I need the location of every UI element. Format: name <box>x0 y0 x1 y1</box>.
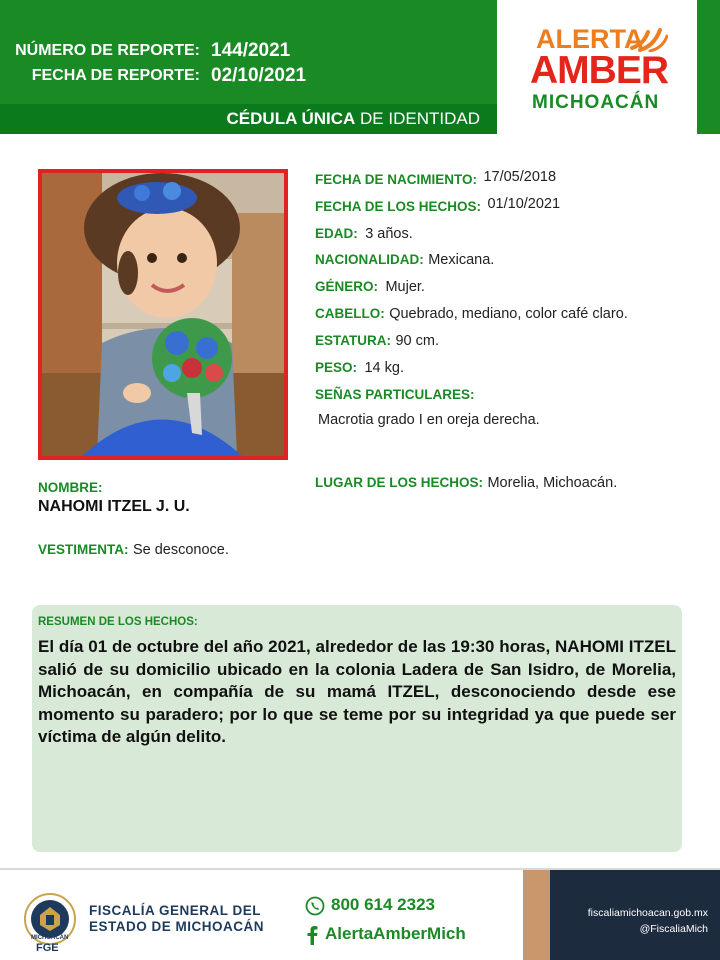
weight-field <box>315 359 404 377</box>
hair-field <box>315 305 628 323</box>
missing-child-photo <box>38 169 288 460</box>
marks-value: Macrotia grado I en oreja derecha. <box>318 412 540 428</box>
facts-date-label: FECHA DE LOS HECHOS: <box>315 199 482 214</box>
summary-label: RESUMEN DE LOS HECHOS: <box>38 616 198 628</box>
birth-date-label: FECHA DE NACIMIENTO: <box>315 172 477 187</box>
phone-icon <box>305 896 325 916</box>
logo-amber-text: AMBER <box>530 49 668 92</box>
logo-michoacan-text: MICHOACÁN <box>532 92 660 113</box>
clothing-field <box>38 541 229 559</box>
marks-label: SEÑAS PARTICULARES: <box>315 387 475 402</box>
report-date-value: 02/10/2021 <box>211 65 307 86</box>
footer-navy-block <box>550 870 720 960</box>
header-right-strip <box>697 0 720 134</box>
birth-date-field <box>315 171 556 189</box>
height-value: 90 cm. <box>395 333 439 349</box>
height-label: ESTATURA: <box>315 333 391 348</box>
seal-fge-text: FGE <box>36 942 59 954</box>
gender-field <box>315 278 425 296</box>
summary-box <box>32 605 682 852</box>
gender-value: Mujer. <box>385 279 425 295</box>
seal-small-text: MICHOACÁN <box>31 935 69 941</box>
place-value: Morelia, Michoacán. <box>487 475 618 491</box>
nationality-label: NACIONALIDAD: <box>315 252 424 267</box>
footer-tan-strip <box>523 870 550 960</box>
facebook-contact[interactable] <box>305 924 466 945</box>
weight-value: 14 kg. <box>364 360 404 376</box>
signal-waves-icon <box>628 24 668 52</box>
alerta-amber-logo <box>520 18 680 118</box>
place-field <box>315 474 617 492</box>
height-field <box>315 332 439 350</box>
summary-text: El día 01 de octubre del año 2021, alrededor de las 19:30 horas, NAHOMI ITZEL salió de su domicilio ubicado en la colonia Ladera de San Isidro, de Morelia, Michoacán, en compañía de su mamá ITZEL, desconociendo desde ese momento su paradero; por lo que se teme por su integridad ya que puede ser víctima de algún delito. <box>38 637 676 746</box>
nationality-field <box>315 251 494 269</box>
age-label: EDAD: <box>315 226 358 241</box>
report-number-label: NÚMERO DE REPORTE: <box>15 42 200 59</box>
report-number-value: 144/2021 <box>211 40 291 61</box>
facebook-icon <box>305 925 319 945</box>
marks-value-field <box>318 411 540 429</box>
place-label: LUGAR DE LOS HECHOS: <box>315 475 484 490</box>
gender-label: GÉNERO: <box>315 279 379 294</box>
cedula-title-bold: CÉDULA ÚNICA <box>226 109 356 128</box>
birth-date-value: 17/05/2018 <box>483 169 557 185</box>
weight-label: PESO: <box>315 360 358 375</box>
child-portrait-image <box>42 173 284 456</box>
fge-org-name <box>89 903 264 935</box>
cedula-title-rest: DE IDENTIDAD <box>360 109 480 128</box>
age-field <box>315 225 413 243</box>
facts-date-value: 01/10/2021 <box>487 196 561 212</box>
name-label: NOMBRE: <box>38 480 103 495</box>
twitter-handle[interactable]: @FiscaliaMich <box>639 923 708 935</box>
phone-number[interactable]: 800 614 2323 <box>331 895 435 914</box>
facebook-handle[interactable]: AlertaAmberMich <box>325 924 466 943</box>
clothing-value: Se desconoce. <box>132 542 229 558</box>
report-date-label: FECHA DE REPORTE: <box>31 67 200 84</box>
phone-contact[interactable] <box>305 895 435 916</box>
facts-date-field <box>315 198 560 216</box>
fge-org-line2: ESTADO DE MICHOACÁN <box>89 919 265 934</box>
cedula-title <box>227 109 480 129</box>
logo-alerta-text: ALERTA <box>536 24 644 54</box>
marks-label-field <box>315 386 475 404</box>
clothing-label: VESTIMENTA: <box>38 542 129 557</box>
age-value: 3 años. <box>365 226 413 242</box>
hair-label: CABELLO: <box>315 306 385 321</box>
fge-org-line1: FISCALÍA GENERAL DEL <box>89 903 262 918</box>
website-link[interactable]: fiscaliamichoacan.gob.mx <box>587 907 708 919</box>
nationality-value: Mexicana. <box>428 252 495 268</box>
name-value: NAHOMI ITZEL J. U. <box>38 498 190 515</box>
hair-value: Quebrado, mediano, color café claro. <box>389 306 628 322</box>
